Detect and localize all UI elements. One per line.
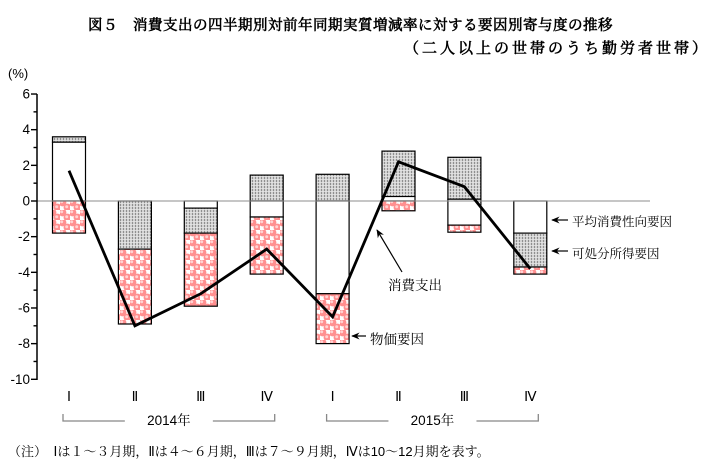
quarter-label: Ⅲ [459,389,470,404]
bar-segment-white [184,201,217,208]
quarter-label: Ⅰ [67,389,71,404]
y-tick-label: -4 [17,264,30,280]
annotation-consumption-label: 消費支出 [388,278,442,293]
y-axis-unit-label: (%) [8,66,29,81]
quarter-label: Ⅰ [330,389,335,404]
bar-segment-gray [448,157,481,199]
annotation-arrow-consumption [377,230,402,272]
quarter-label: Ⅳ [260,389,273,404]
y-tick-label: 6 [22,86,30,102]
bar-segment-gray [184,208,217,233]
bar-segment-white [382,197,415,202]
bar-segment-gray [250,175,283,201]
quarter-label: Ⅲ [196,389,206,404]
year-label: 2015年 [410,413,455,428]
quarter-label: Ⅱ [131,389,139,404]
annotation-propensity-factor-label: 平均消費性向要因 [572,215,673,229]
bar-segment-pink [448,225,481,232]
annotation-price-factor-label: 物価要因 [370,332,424,347]
y-tick-label: 4 [22,122,30,138]
bar-segment-pink [118,249,151,324]
y-tick-label: 0 [22,193,30,209]
bar-segment-pink [250,217,283,274]
y-tick-label: -8 [17,336,30,352]
year-label: 2014年 [147,413,191,428]
figure-title: 図５ 消費支出の四半期別対前年同期実質増減率に対する要因別寄与度の推移 [88,18,613,34]
quarter-label: Ⅱ [395,389,402,404]
bar-segment-white [250,201,283,217]
annotation-income-factor-label: 可処分所得要因 [572,247,660,261]
y-tick-label: 2 [22,157,30,173]
bar-segment-white [514,201,547,233]
y-tick-label: -2 [17,229,30,245]
quarter-label: Ⅳ [524,389,537,404]
y-tick-label: -10 [10,371,30,387]
bar-segment-pink [382,201,415,211]
bar-segment-white [316,201,349,294]
figure-subtitle: （二人以上の世帯のうち勤労者世帯） [403,40,710,57]
footnote: （注） Ⅰは１～３月期，Ⅱは４～６月期，Ⅲは７～９月期，Ⅳは10～12月期を表す。 [8,444,490,459]
bar-segment-gray [118,201,151,249]
bar-segment-gray [316,174,349,201]
bar-segment-pink [53,201,86,233]
bar-segment-gray [514,233,547,267]
y-tick-label: -6 [17,300,30,316]
bar-segment-gray [53,137,86,142]
